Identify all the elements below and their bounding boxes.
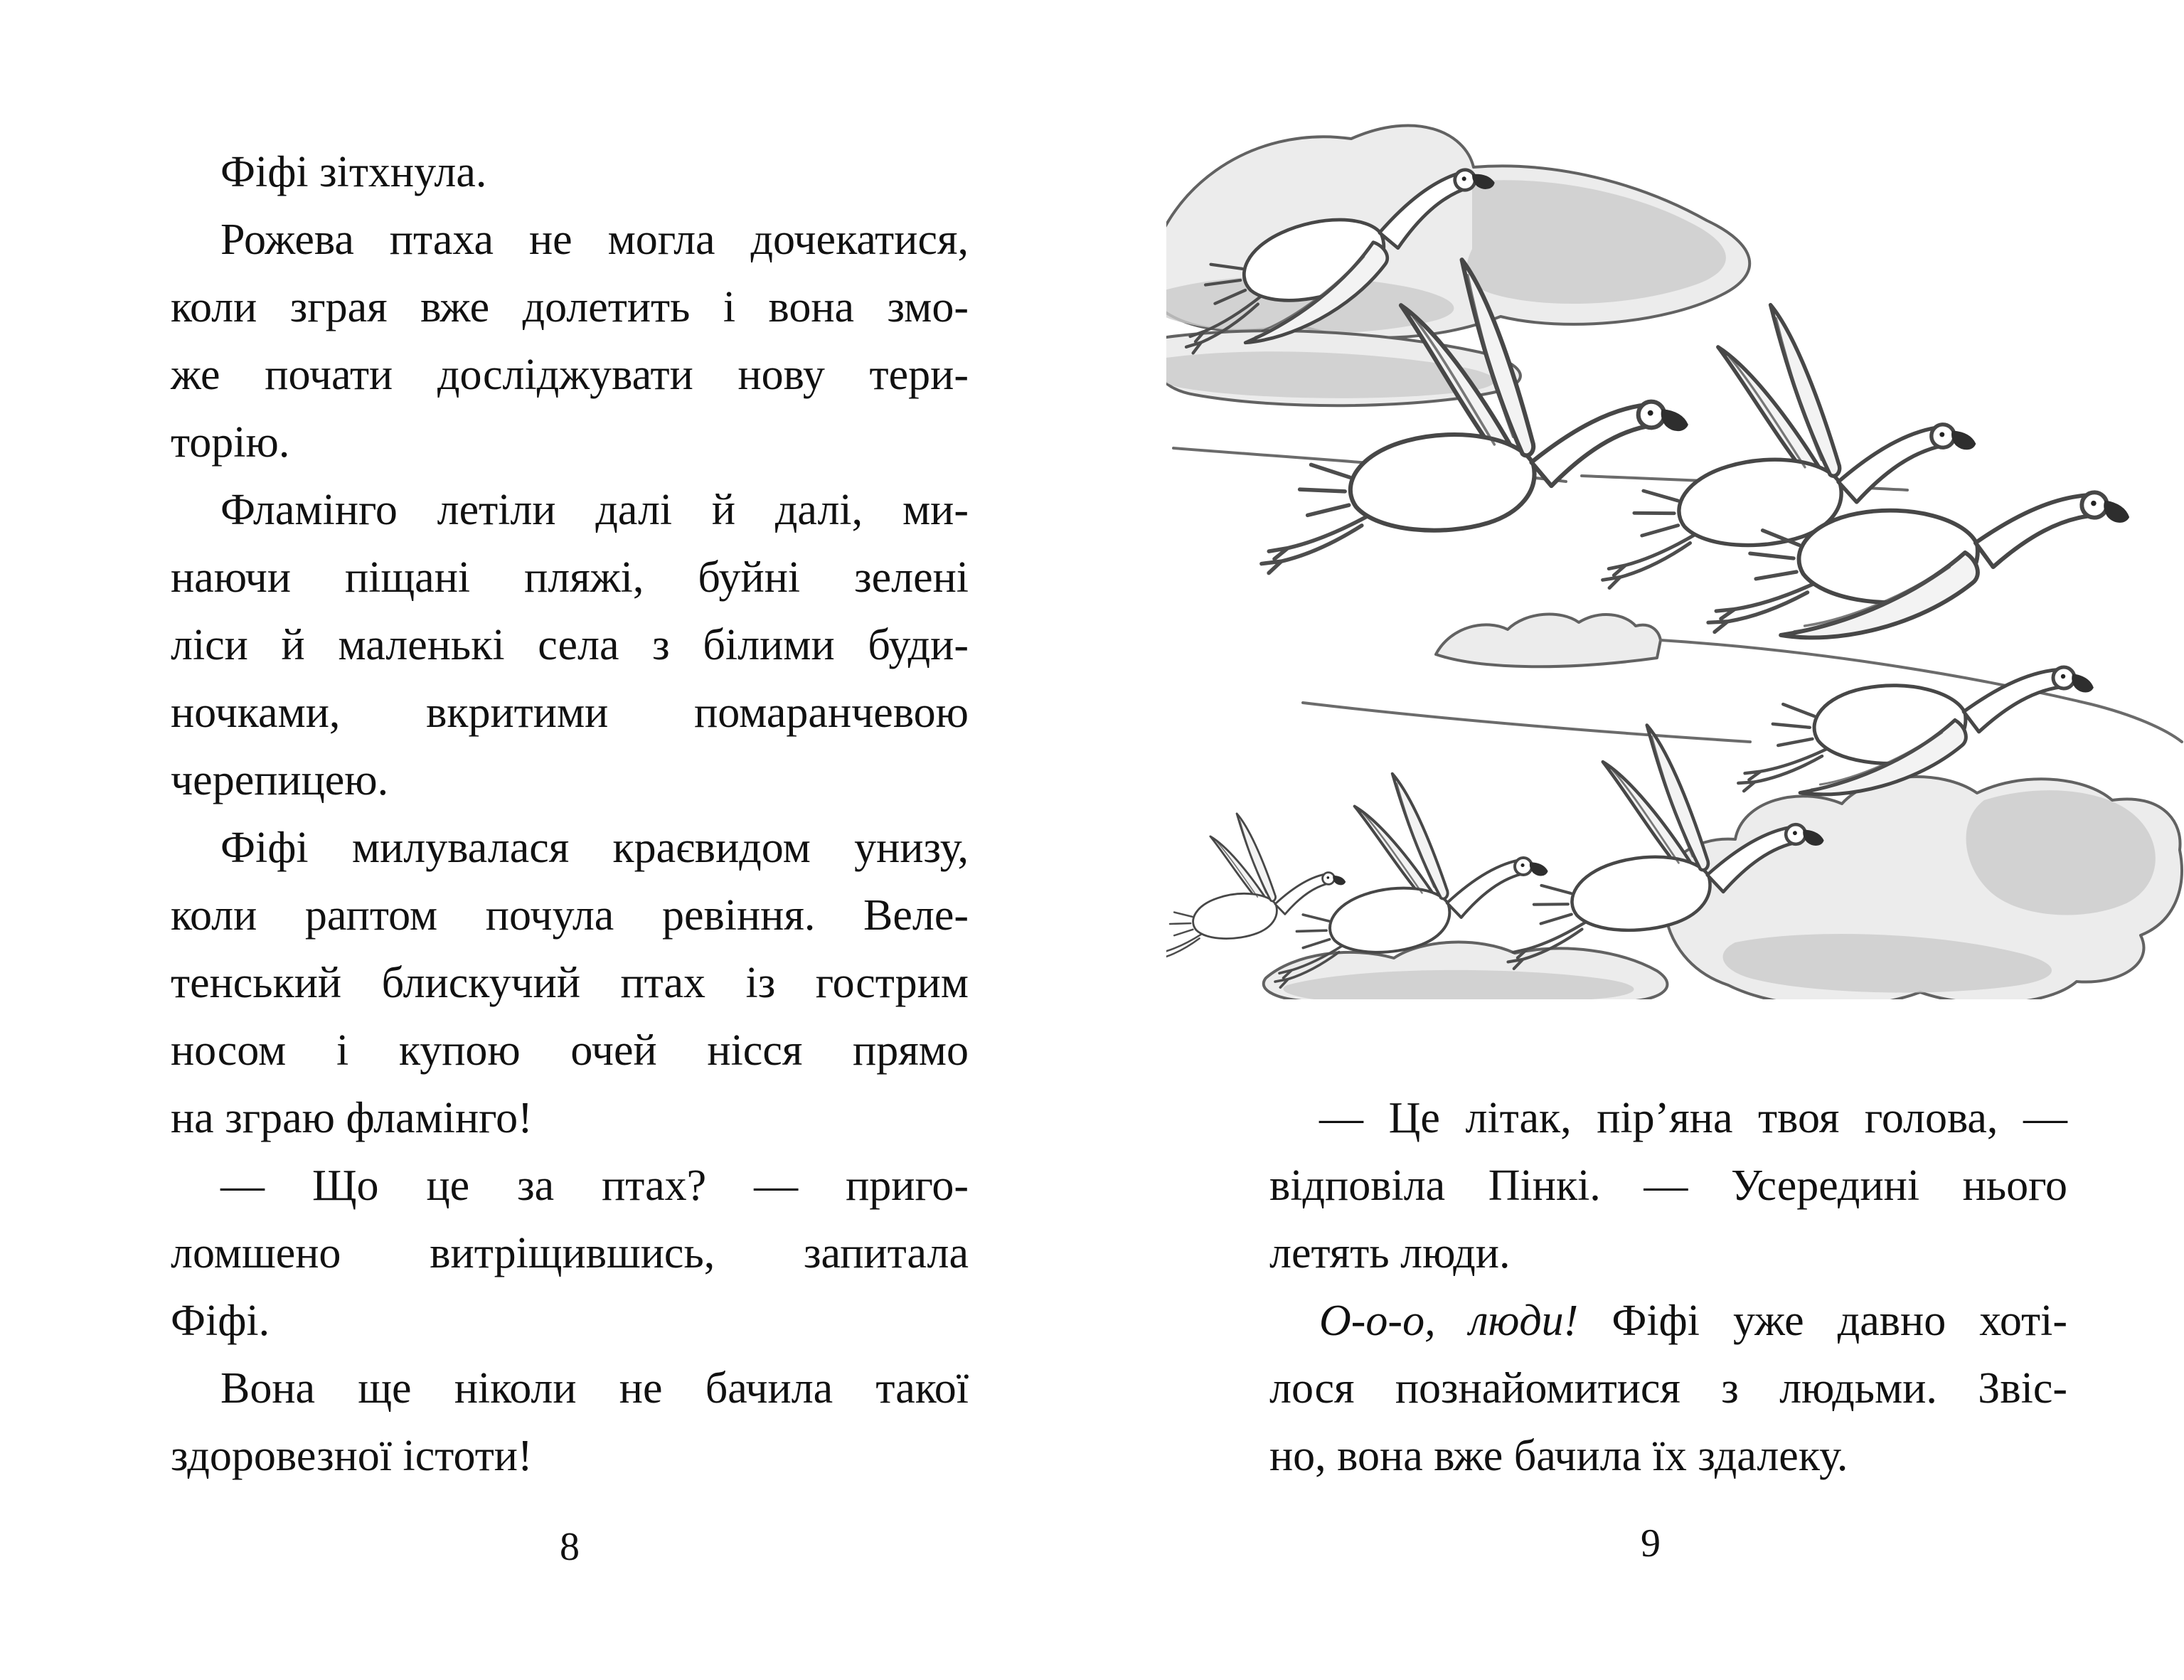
text-line: [171, 1017, 969, 1085]
text-span: Фіфі зітхнула.: [220, 148, 487, 196]
text-span: на зграю фламінго!: [171, 1094, 533, 1142]
cloud-bottom-center: [1264, 942, 1668, 999]
text-line: [1269, 1152, 2067, 1220]
text-line: [171, 814, 969, 882]
text-line: [171, 1085, 969, 1152]
text-span: коли раптом почула ревіння. Веле-: [171, 891, 969, 940]
text-span: здоровезної істоти!: [171, 1432, 533, 1480]
right-page-text: [1269, 1085, 2067, 1490]
cloud-bottom-right: [1663, 777, 2182, 999]
text-span: відповіла Пінкі. — Усередині нього: [1269, 1161, 2067, 1210]
text-line: [171, 747, 969, 814]
text-line: [1269, 1085, 2067, 1152]
text-span: Рожева птаха не могла дочекатися,: [220, 216, 969, 264]
text-line: [171, 882, 969, 950]
flamingo-far-left-small: [1166, 803, 1352, 964]
text-line: [171, 341, 969, 409]
text-line: [1269, 1355, 2067, 1423]
page-number-left: 8: [560, 1525, 580, 1569]
text-span: — Що це за птах? — приго-: [220, 1161, 969, 1210]
text-line: [171, 612, 969, 679]
text-line: [171, 139, 969, 206]
text-span: же почати досліджувати нову тери-: [171, 351, 969, 399]
flamingo-flock-illustration: [1166, 60, 2184, 999]
text-line: [1269, 1287, 2067, 1355]
text-line: [171, 1287, 969, 1355]
text-line: [171, 1220, 969, 1287]
text-line: [171, 950, 969, 1017]
text-line: [171, 477, 969, 544]
text-line: [171, 1355, 969, 1423]
text-span: но, вона вже бачила їх здалеку.: [1269, 1432, 1848, 1480]
text-span: Вона ще ніколи не бачила такої: [220, 1364, 969, 1413]
text-span: — Це літак, пір’яна твоя голова, —: [1319, 1094, 2067, 1142]
text-span: летять люди.: [1269, 1229, 1511, 1277]
text-span: коли зграя вже долетить і вона змо-: [171, 283, 969, 331]
text-span: ліси й маленькі села з білими буди-: [171, 621, 969, 669]
text-span: тенський блискучий птах із гострим: [171, 959, 969, 1007]
text-line: [1269, 1423, 2067, 1490]
text-span: ночками, вкритими помаранчевою: [171, 689, 969, 737]
text-span: Фіфі уже давно хоті-: [1578, 1297, 2068, 1345]
text-line: [171, 206, 969, 274]
text-span: Фіфі милувалася краєвидом унизу,: [220, 824, 969, 872]
text-span: ломшено витріщившись, запитала: [171, 1229, 969, 1277]
left-page-text: [171, 139, 969, 1490]
text-span: Фламінго летіли далі й далі, ми-: [220, 486, 969, 534]
text-line: [171, 409, 969, 477]
text-line: [171, 1423, 969, 1490]
text-line: [171, 544, 969, 612]
text-line: [1269, 1220, 2067, 1287]
italic-text-span: О-о-о, люди!: [1319, 1297, 1579, 1345]
text-line: [171, 679, 969, 747]
text-span: лося познайомитися з людьми. Звіс-: [1269, 1364, 2067, 1413]
text-line: [171, 1152, 969, 1220]
text-span: носом і купою очей нісся прямо: [171, 1026, 969, 1075]
text-span: наючи піщані пляжі, буйні зелені: [171, 553, 969, 602]
text-span: черепицею.: [171, 756, 389, 804]
page-number-right: 9: [1641, 1521, 1661, 1565]
text-span: торію.: [171, 418, 290, 467]
text-line: [171, 274, 969, 341]
text-span: Фіфі.: [171, 1297, 270, 1345]
